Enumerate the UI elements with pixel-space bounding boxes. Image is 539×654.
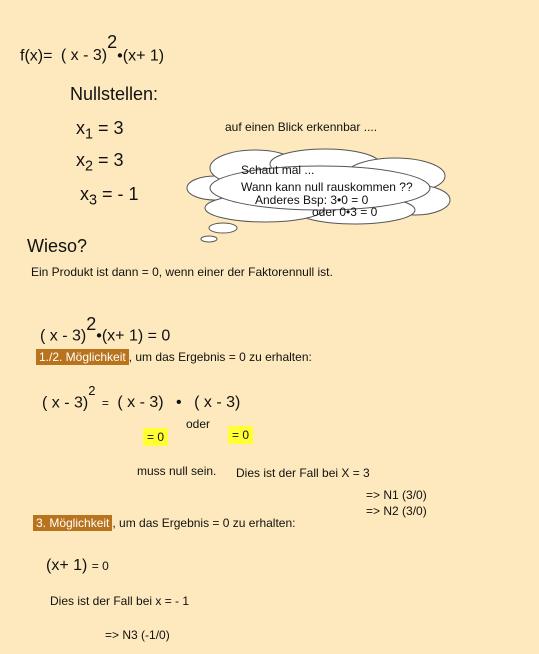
eq2-dot: • xyxy=(176,394,182,412)
moeglichkeit-3-label: 3. Möglichkeit xyxy=(33,515,112,531)
zero-marker-b: = 0 xyxy=(228,426,253,444)
n1-result: => N1 (3/0) xyxy=(366,488,427,502)
function-factor-1: ( x - 3) xyxy=(60,47,108,65)
n3-result: => N3 (-1/0) xyxy=(105,628,170,642)
root-x3 xyxy=(80,184,139,209)
root-x1 xyxy=(76,118,124,143)
eq1-rest: •(x+ 1) = 0 xyxy=(96,327,171,345)
root-x3-var: x xyxy=(80,184,89,204)
root-x2-var: x xyxy=(76,150,85,170)
eq1-factor-1: ( x - 3) xyxy=(40,327,87,345)
eq2-factor: ( x - 3) xyxy=(42,394,89,412)
root-x2-value: = 3 xyxy=(98,150,124,170)
produkt-statement-a: Ein Produkt ist dann = 0, wenn einer der Faktoren xyxy=(31,265,296,279)
equation-third-factor xyxy=(46,557,109,575)
eq2-exponent: 2 xyxy=(88,383,96,398)
moeglichkeit-3-text: , um das Ergebnis = 0 zu erhalten: xyxy=(112,516,296,530)
function-lhs: f(x)= xyxy=(20,47,53,65)
root-x1-var: x xyxy=(76,118,85,138)
moeglichkeit-3 xyxy=(33,516,295,530)
oder-label: oder xyxy=(186,417,211,431)
blick-note: auf einen Blick erkennbar .... xyxy=(225,120,378,134)
moeglichkeit-12 xyxy=(36,350,312,364)
equation-split xyxy=(42,383,241,412)
root-x1-sub: 1 xyxy=(85,126,94,143)
function-exponent: 2 xyxy=(107,32,118,52)
n2-result: => N2 (3/0) xyxy=(366,504,427,518)
cloud-line-1: Schaut mal ... xyxy=(241,163,315,177)
eq3-rest: = 0 xyxy=(91,559,109,573)
eq3-factor: (x+ 1) xyxy=(46,557,88,574)
root-x3-sub: 3 xyxy=(89,192,98,209)
eq1-exponent: 2 xyxy=(86,314,97,334)
nullstellen-heading: Nullstellen: xyxy=(70,84,159,104)
cloud-line-3: Anderes Bsp: 3•0 = 0 xyxy=(255,193,369,207)
fall-x3-text: Dies ist der Fall bei X = 3 xyxy=(236,466,370,480)
produkt-statement xyxy=(31,265,333,279)
equation-product-zero xyxy=(40,314,171,345)
moeglichkeit-12-label: 1./2. Möglichkeit xyxy=(36,349,129,365)
moeglichkeit-12-text: , um das Ergebnis = 0 zu erhalten: xyxy=(128,350,312,364)
muss-null-text: muss null sein. xyxy=(137,464,217,478)
root-x2 xyxy=(76,150,124,175)
function-factor-2: •(x+ 1) xyxy=(117,47,165,65)
root-x3-value: = - 1 xyxy=(102,184,139,204)
produkt-statement-b: null ist. xyxy=(295,265,333,279)
root-x1-value: = 3 xyxy=(98,118,124,138)
cloud-line-2: Wann kann null rauskommen ?? xyxy=(241,180,413,194)
fall-xm1-text: Dies ist der Fall bei x = - 1 xyxy=(50,594,190,608)
eq2-equals: = xyxy=(101,396,109,411)
root-x2-sub: 2 xyxy=(85,158,94,175)
wieso-heading: Wieso? xyxy=(27,236,88,256)
eq2-factor-b: ( x - 3) xyxy=(194,394,241,412)
zero-marker-a: = 0 xyxy=(143,428,168,446)
function-definition xyxy=(20,32,165,65)
eq2-factor-a: ( x - 3) xyxy=(117,394,164,412)
cloud-line-4: oder 0•3 = 0 xyxy=(312,205,378,219)
